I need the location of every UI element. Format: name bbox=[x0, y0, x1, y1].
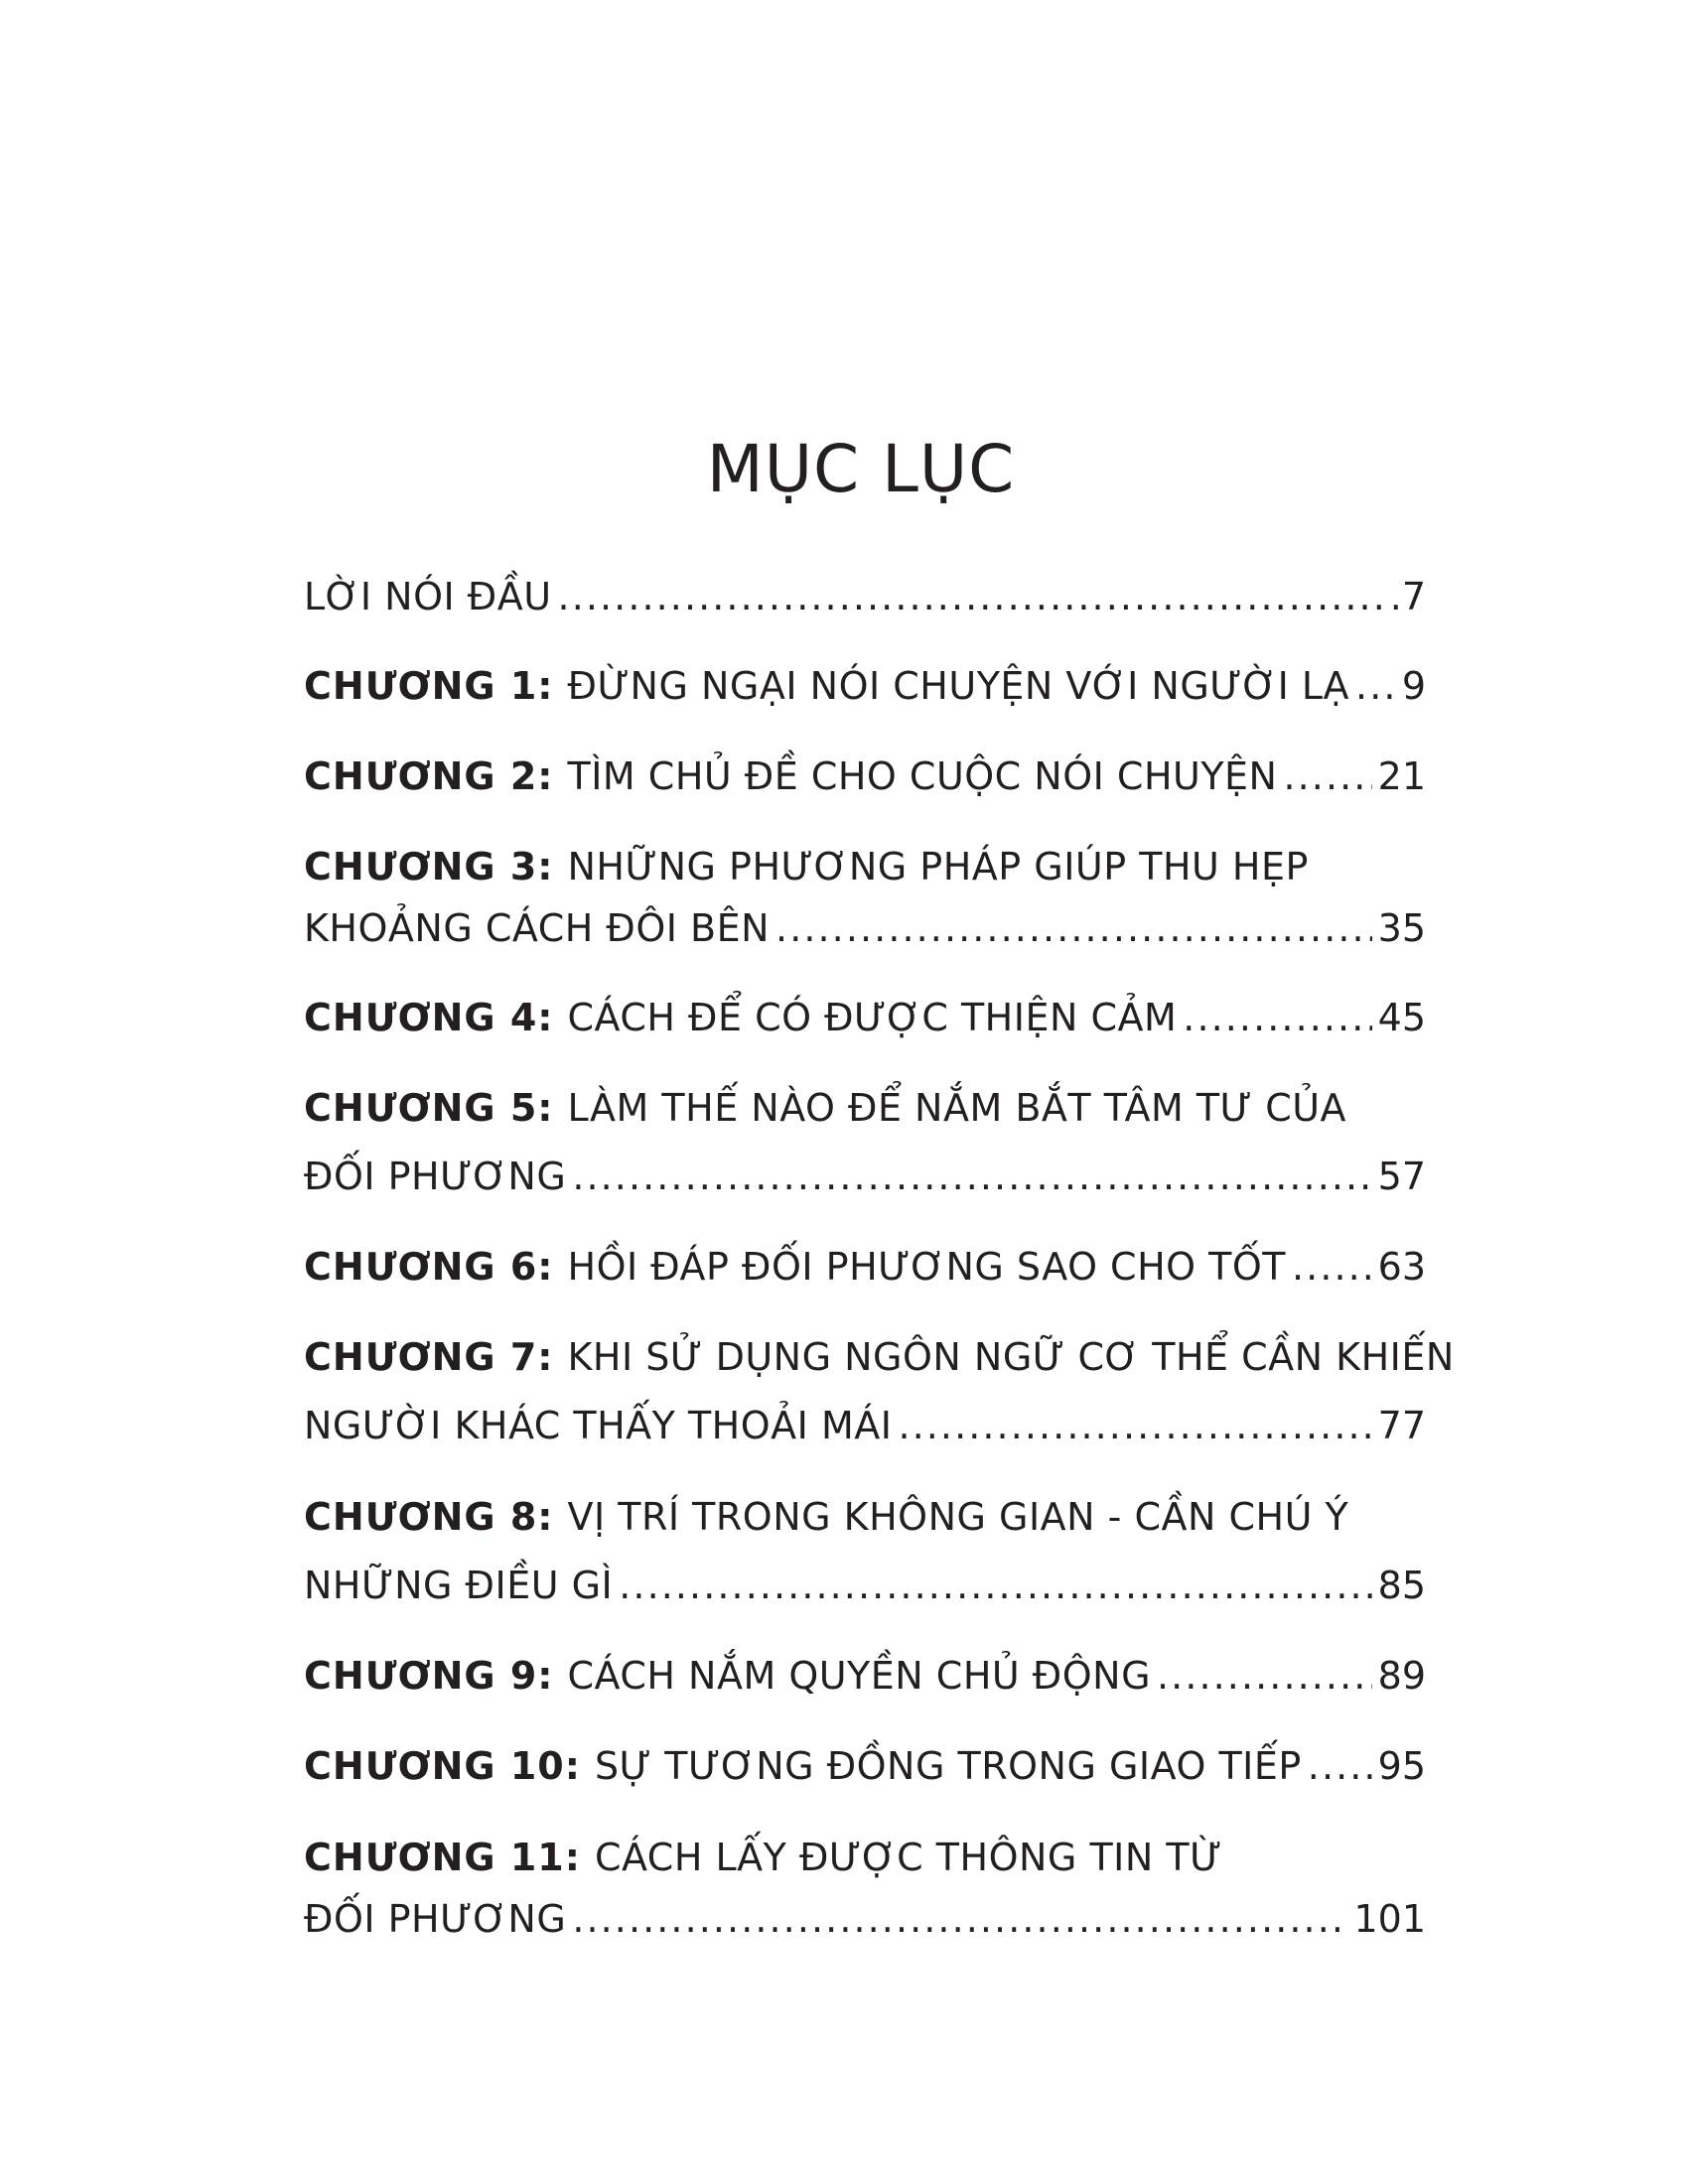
toc-entry-title: TÌM CHỦ ĐỀ CHO CUỘC NÓI CHUYỆN bbox=[567, 754, 1278, 798]
toc-entry-page: 85 bbox=[1377, 1564, 1426, 1607]
dot-leader bbox=[1183, 993, 1371, 1042]
toc-chapter-label: CHƯƠNG 8: bbox=[304, 1495, 554, 1539]
toc-entry-title: NHỮNG PHƯƠNG PHÁP GIÚP THU HẸP bbox=[567, 845, 1309, 888]
toc-chapter-label: CHƯƠNG 1: bbox=[304, 664, 554, 708]
toc-entry-preface bbox=[304, 572, 1426, 621]
dot-leader bbox=[572, 1152, 1371, 1201]
toc-chapter-label: CHƯƠNG 7: bbox=[304, 1335, 554, 1379]
dot-leader bbox=[898, 1401, 1371, 1450]
toc-entry-page: 95 bbox=[1377, 1744, 1426, 1788]
toc-entry-chapter-1 bbox=[304, 661, 1426, 711]
page-title: MỤC LỤC bbox=[706, 431, 1016, 507]
toc-entry-title: SỰ TƯƠNG ĐỒNG TRONG GIAO TIẾP bbox=[594, 1744, 1302, 1788]
toc-entry-title: CÁCH ĐỂ CÓ ĐƯỢC THIỆN CẢM bbox=[567, 996, 1178, 1039]
toc-entry-chapter-7-continued bbox=[304, 1401, 1426, 1450]
dot-leader bbox=[572, 1894, 1347, 1944]
toc-entry-title-continued: ĐỐI PHƯƠNG bbox=[304, 1897, 567, 1941]
toc-entry-title: KHI SỬ DỤNG NGÔN NGỮ CƠ THỂ CẦN KHIẾN bbox=[567, 1335, 1455, 1379]
toc-entry-title-continued: NHỮNG ĐIỀU GÌ bbox=[304, 1564, 614, 1607]
dot-leader bbox=[619, 1561, 1371, 1610]
toc-chapter-label: CHƯƠNG 10: bbox=[304, 1744, 581, 1788]
toc-entry-title: ĐỪNG NGẠI NÓI CHUYỆN VỚI NGƯỜI LẠ bbox=[567, 664, 1350, 708]
toc-chapter-label: CHƯƠNG 3: bbox=[304, 845, 554, 888]
toc-entry-page: 63 bbox=[1377, 1245, 1426, 1289]
toc-entry-chapter-10 bbox=[304, 1741, 1426, 1791]
toc-entry-chapter-8-continued bbox=[304, 1561, 1426, 1610]
toc-entry-page: 45 bbox=[1377, 996, 1426, 1039]
toc-entry-chapter-3-continued bbox=[304, 903, 1426, 953]
toc-entry-chapter-5-continued bbox=[304, 1152, 1426, 1201]
toc-entry-title: HỒI ĐÁP ĐỐI PHƯƠNG SAO CHO TỐT bbox=[567, 1245, 1286, 1289]
toc-entry-chapter-5 bbox=[304, 1083, 1426, 1133]
toc-entry-chapter-6 bbox=[304, 1242, 1426, 1292]
toc-entry-title: CÁCH LẤY ĐƯỢC THÔNG TIN TỪ bbox=[594, 1836, 1223, 1879]
toc-entry-page: 101 bbox=[1353, 1897, 1426, 1941]
toc-entry-page: 57 bbox=[1377, 1155, 1426, 1198]
toc-chapter-label: CHƯƠNG 4: bbox=[304, 996, 554, 1039]
dot-leader bbox=[1308, 1741, 1372, 1791]
toc-chapter-label: CHƯƠNG 5: bbox=[304, 1086, 554, 1130]
toc-entry-chapter-11-continued bbox=[304, 1894, 1426, 1944]
toc-chapter-label: CHƯƠNG 11: bbox=[304, 1836, 581, 1879]
toc-entry-chapter-3 bbox=[304, 842, 1426, 891]
toc-entry-chapter-11 bbox=[304, 1833, 1426, 1882]
toc-entry-title: LỜI NÓI ĐẦU bbox=[304, 575, 552, 618]
toc-entry-title-continued: KHOẢNG CÁCH ĐÔI BÊN bbox=[304, 906, 771, 950]
toc-entry-title: CÁCH NẮM QUYỀN CHỦ ĐỘNG bbox=[567, 1654, 1152, 1698]
toc-entry-page: 77 bbox=[1377, 1404, 1426, 1447]
toc-entry-chapter-7 bbox=[304, 1332, 1455, 1382]
dot-leader bbox=[1292, 1242, 1372, 1292]
toc-chapter-label: CHƯƠNG 6: bbox=[304, 1245, 554, 1289]
toc-entry-title-continued: ĐỐI PHƯƠNG bbox=[304, 1155, 567, 1198]
toc-entry-page: 21 bbox=[1377, 754, 1426, 798]
toc-chapter-label: CHƯƠNG 9: bbox=[304, 1654, 554, 1698]
toc-entry-page: .7 bbox=[1389, 575, 1426, 618]
toc-entry-title: LÀM THẾ NÀO ĐỂ NẮM BẮT TÂM TƯ CỦA bbox=[567, 1086, 1347, 1130]
toc-entry-chapter-4 bbox=[304, 993, 1426, 1042]
dot-leader bbox=[1157, 1651, 1372, 1701]
toc-entry-chapter-8 bbox=[304, 1492, 1426, 1542]
toc-entry-title: VỊ TRÍ TRONG KHÔNG GIAN - CẦN CHÚ Ý bbox=[567, 1495, 1349, 1539]
toc-entry-page: 89 bbox=[1377, 1654, 1426, 1698]
dot-leader bbox=[1283, 751, 1371, 801]
toc-entry-page: 35 bbox=[1377, 906, 1426, 950]
toc-entry-title-continued: NGƯỜI KHÁC THẤY THOẢI MÁI bbox=[304, 1404, 893, 1447]
toc-entry-chapter-9 bbox=[304, 1651, 1426, 1701]
dot-leader bbox=[775, 903, 1372, 953]
dot-leader bbox=[558, 572, 1384, 621]
toc-entry-chapter-2 bbox=[304, 751, 1426, 801]
toc-chapter-label: CHƯƠNG 2: bbox=[304, 754, 554, 798]
dot-leader bbox=[1355, 661, 1396, 711]
toc-entry-page: 9 bbox=[1401, 664, 1426, 708]
